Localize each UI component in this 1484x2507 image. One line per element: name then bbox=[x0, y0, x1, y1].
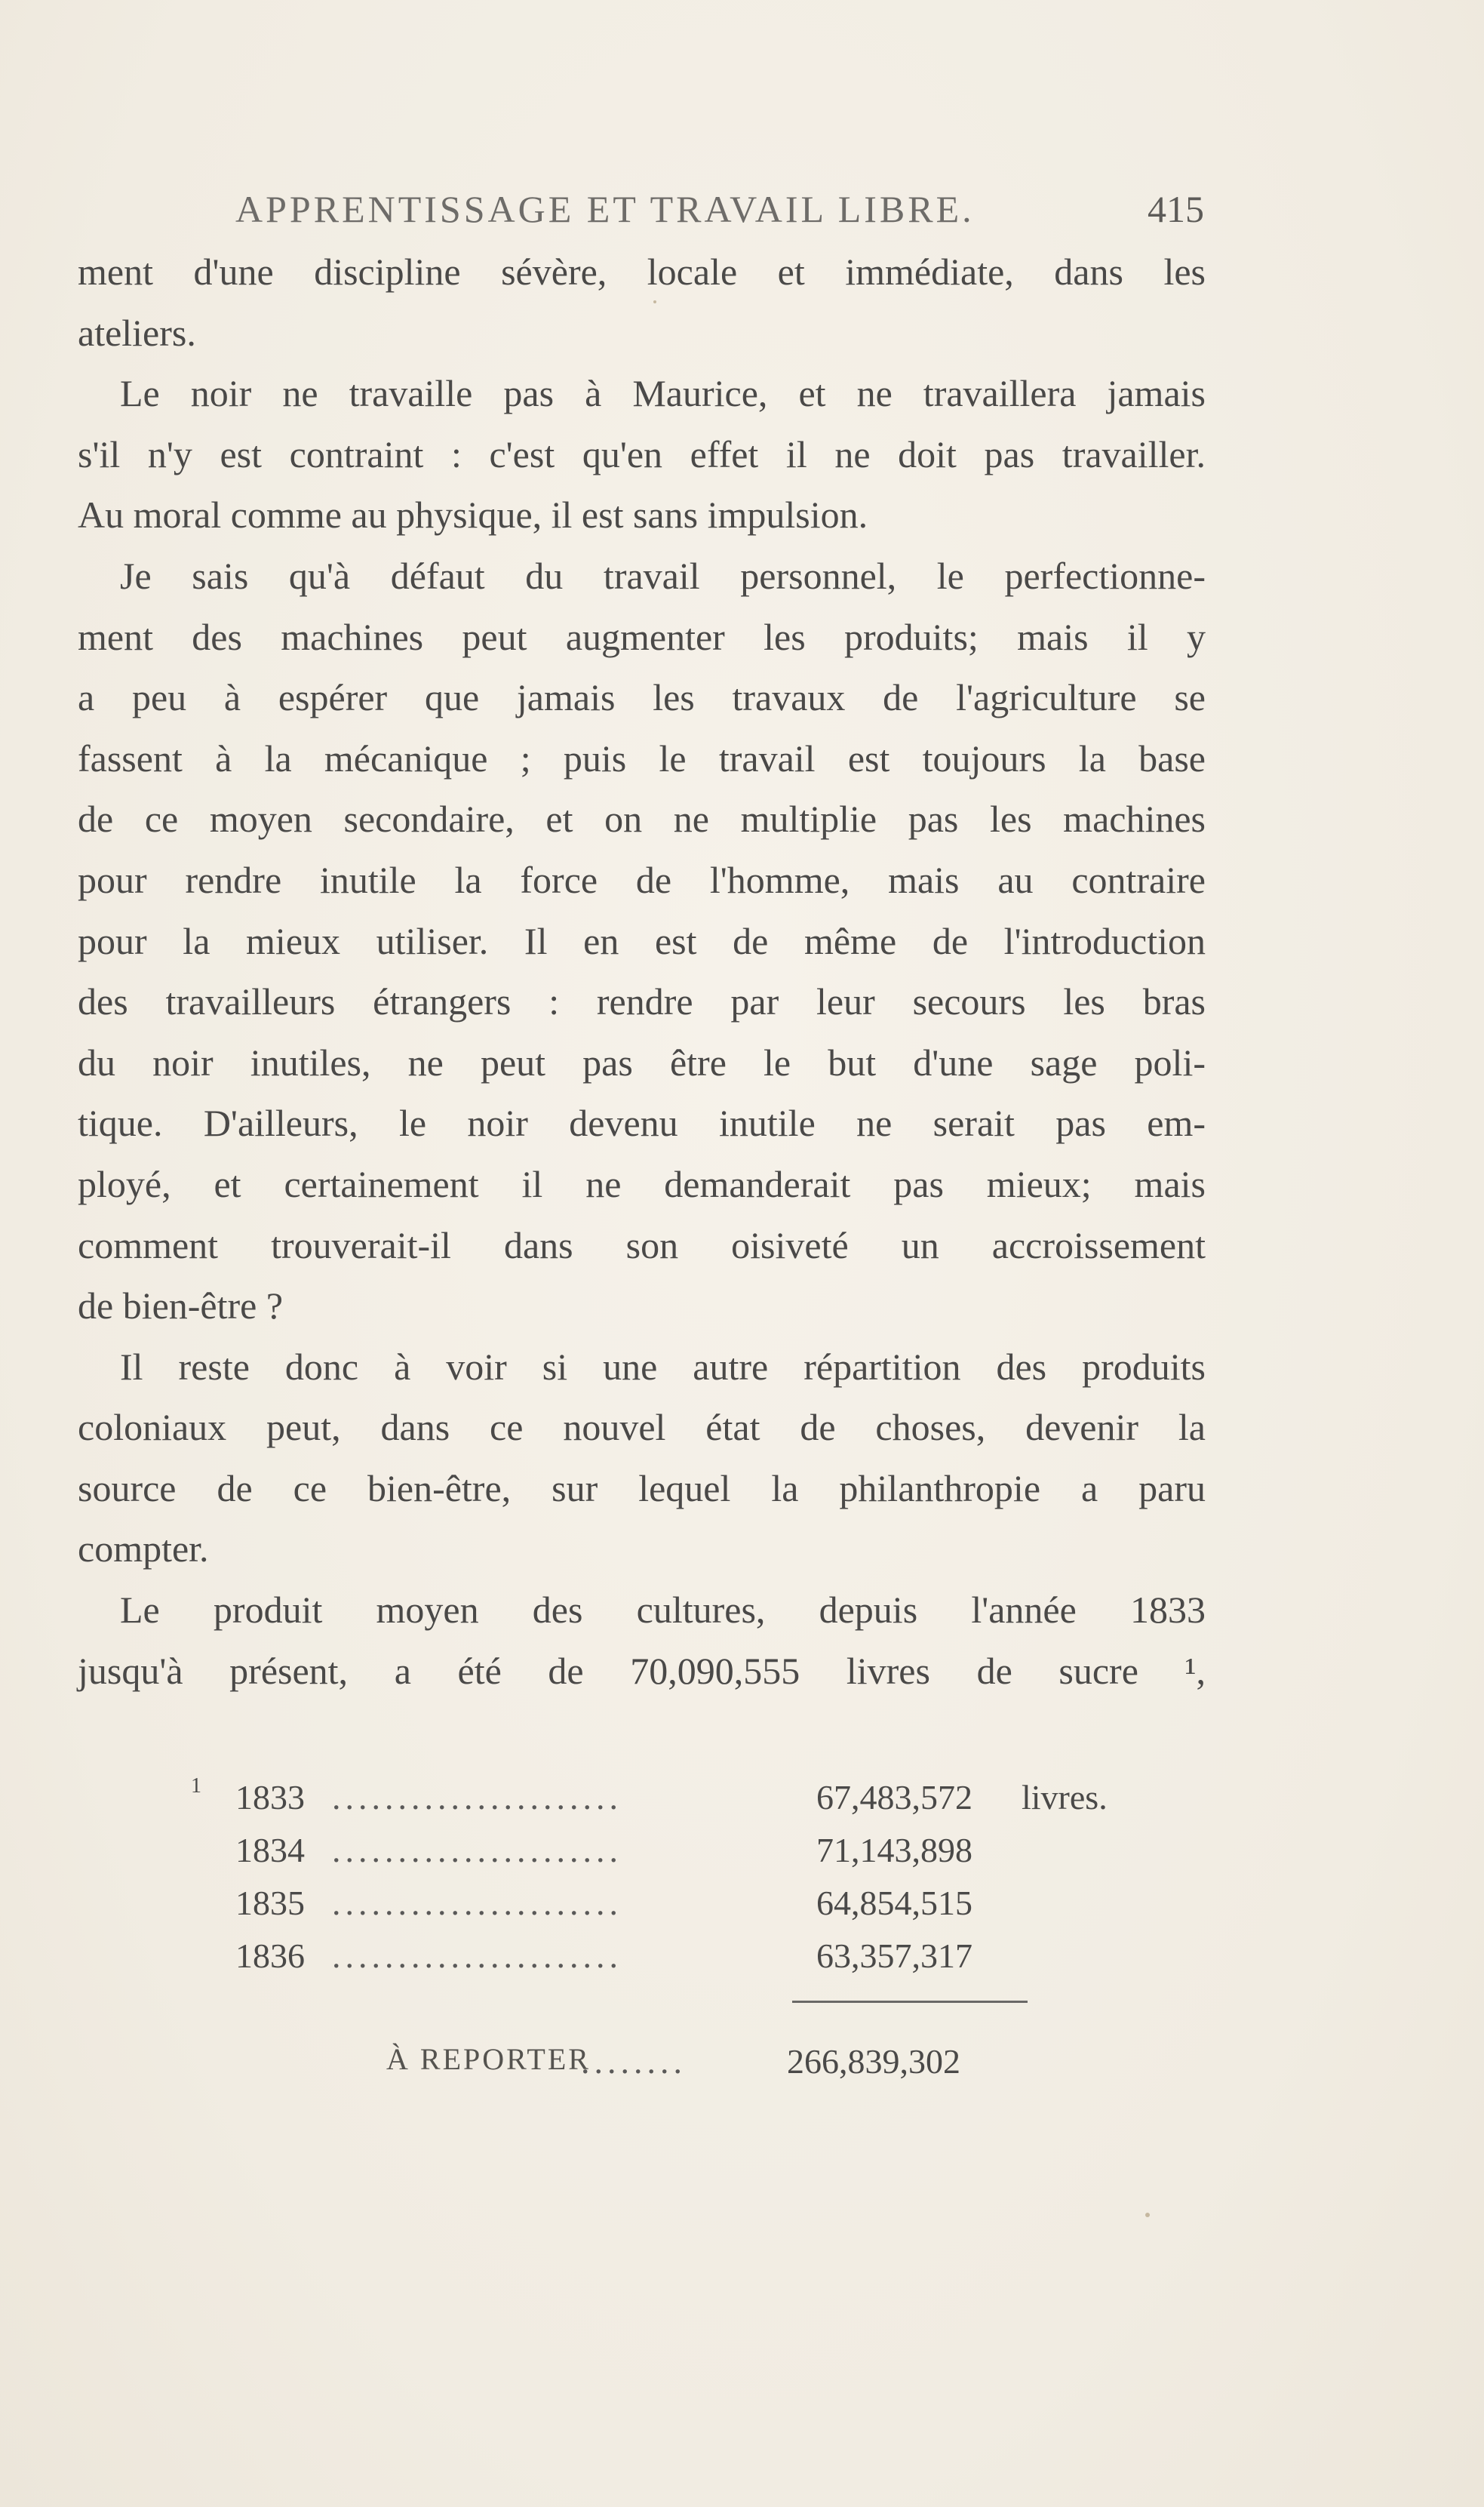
running-title: APPRENTISSAGE ET TRAVAIL LIBRE. bbox=[235, 188, 975, 230]
text-line: pour la mieux utiliser. Il en est de même de l'introduction bbox=[78, 919, 1206, 962]
carry-forward-label: À REPORTER bbox=[386, 2042, 591, 2076]
carry-forward-total: 266,839,302 bbox=[787, 2042, 960, 2081]
text-line: pour rendre inutile la force de l'homme, mais au contraire bbox=[78, 858, 1206, 901]
text-line: de ce moyen secondaire, et on ne multiplie pas les machines bbox=[78, 798, 1206, 841]
text-line: s'il n'y est contraint : c'est qu'en effet il ne doit pas travailler. bbox=[78, 432, 1206, 475]
text-line: coloniaux peut, dans ce nouvel état de choses, devenir la bbox=[78, 1406, 1206, 1449]
text-line: compter. bbox=[78, 1527, 209, 1570]
text-line: ment des machines peut augmenter les produits; mais il y bbox=[78, 615, 1206, 658]
text-line: fassent à la mécanique ; puis le travail est toujours la base bbox=[78, 737, 1206, 780]
footnote-row bbox=[189, 1883, 1101, 1936]
text-line: ment d'une discipline sévère, locale et immédiate, dans les bbox=[78, 251, 1206, 293]
text-line: Il reste donc à voir si une autre répartition des produits bbox=[120, 1345, 1206, 1388]
footnote-total-row bbox=[189, 2041, 1101, 2094]
text-line: tique. D'ailleurs, le noir devenu inutile ne serait pas em- bbox=[78, 1102, 1206, 1145]
footnote-marker: 1 bbox=[191, 1774, 201, 1798]
leader-dots: ...................... bbox=[332, 1936, 622, 1975]
text-line: Je sais qu'à défaut du travail personnel, le perfectionne- bbox=[120, 554, 1206, 597]
footnote-year: 1833 bbox=[235, 1778, 305, 1816]
page-number: 415 bbox=[1148, 188, 1204, 230]
footnote-value: 71,143,898 bbox=[816, 1831, 972, 1869]
body-text bbox=[78, 241, 1206, 1701]
footnote-row bbox=[189, 1774, 1108, 1830]
footnote-year: 1836 bbox=[235, 1936, 305, 1975]
paper-speck bbox=[1145, 2213, 1150, 2217]
leader-dots: ...................... bbox=[332, 1831, 622, 1869]
paper-speck bbox=[653, 300, 656, 303]
footnote-value: 64,854,515 bbox=[816, 1884, 972, 1922]
footnote-row bbox=[189, 1830, 1101, 1883]
footnote-row bbox=[189, 1936, 1101, 1989]
text-line: Au moral comme au physique, il est sans impulsion. bbox=[78, 494, 868, 537]
text-line: de bien-être ? bbox=[78, 1284, 284, 1327]
text-line: source de ce bien-être, sur lequel la philanthropie a paru bbox=[78, 1466, 1206, 1509]
text-line: Le noir ne travaille pas à Maurice, et ne travaillera jamais bbox=[120, 372, 1206, 415]
footnote-table bbox=[189, 1774, 1108, 2081]
leader-dots: ...................... bbox=[332, 1884, 622, 1922]
footnote-value: 67,483,572 bbox=[816, 1778, 972, 1816]
footnote-year: 1835 bbox=[235, 1884, 305, 1922]
footnote-unit: livres. bbox=[1022, 1778, 1108, 1816]
page-header bbox=[226, 187, 1204, 232]
text-line: Le produit moyen des cultures, depuis l'année 1833 bbox=[120, 1589, 1206, 1632]
leader-dots: ...................... bbox=[332, 1778, 622, 1816]
text-line: a peu à espérer que jamais les travaux de l'agriculture se bbox=[78, 676, 1206, 719]
text-line: comment trouverait-il dans son oisiveté un accroissement bbox=[78, 1223, 1206, 1266]
leader-dots: ........ bbox=[581, 2042, 687, 2081]
text-line: ployé, et certainement il ne demanderait pas mieux; mais bbox=[78, 1162, 1206, 1205]
sum-rule bbox=[792, 2001, 1028, 2003]
text-line: ateliers. bbox=[78, 311, 196, 354]
text-line: des travailleurs étrangers : rendre par leur secours les bras bbox=[78, 980, 1206, 1023]
footnote-year: 1834 bbox=[235, 1831, 305, 1869]
text-line: jusqu'à présent, a été de 70,090,555 livres de sucre ¹, bbox=[78, 1649, 1206, 1692]
text-line: du noir inutiles, ne peut pas être le but d'une sage poli- bbox=[78, 1041, 1206, 1084]
footnote-value: 63,357,317 bbox=[816, 1936, 972, 1975]
